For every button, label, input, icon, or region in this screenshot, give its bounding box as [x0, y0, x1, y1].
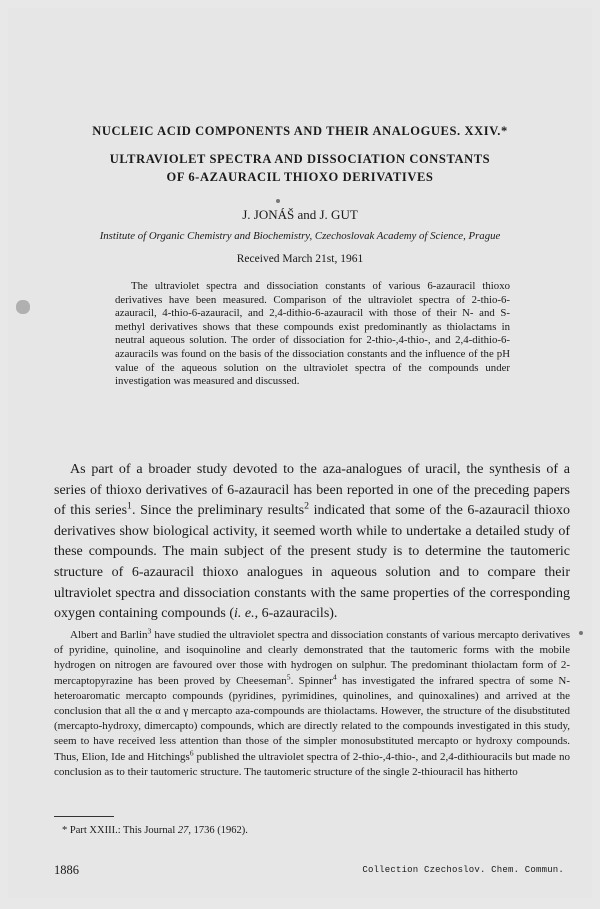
body-text-3: . Spinner — [290, 674, 333, 687]
footnote-divider — [54, 816, 114, 817]
intro-text-4: , 6-azauracils). — [254, 606, 338, 622]
authors: J. JONÁŠ and J. GUT — [242, 207, 358, 222]
body-text-1: Albert and Barlin — [70, 629, 148, 641]
article-title-line1: NUCLEIC ACID COMPONENTS AND THEIR ANALOGUES. XXIV.* — [92, 124, 508, 138]
article-subtitle — [0, 150, 600, 186]
footnote-text-1: * Part XXIII.: This Journal — [62, 825, 178, 836]
stain-mark — [16, 300, 30, 314]
citation-ref: 2 — [304, 500, 309, 512]
article-subtitle-line1: ULTRAVIOLET SPECTRA AND DISSOCIATION CONSTANTS — [109, 152, 491, 166]
citation-ref: 5 — [286, 671, 291, 681]
body-text-2: have studied the ultraviolet spectra and dissociation constants of various mercapto derivatives of pyridine, quinoline, and isoquinoline and clearly demonstrated that the tautomeric forms with the mobile hydrogen on nitrogen are favoured over those with hydrogen on sulphur. The predominant thiolactam form of 2-mercaptopyrazine has been proved by Cheeseman — [54, 629, 570, 687]
page-number: 1886 — [54, 863, 79, 877]
dot-mark — [579, 631, 583, 635]
abstract: The ultraviolet spectra and dissociation constants of various 6-azauracil thioxo derivatives have been measured. Comparison of the ultraviolet spectra of 2-thio-6-azauracil, 4-thio-6-azauracil, and 2,4-dithio-6-azauracil with those of their N- and S-methyl derivatives shows that these compounds exist predominantly as thiolactams in neutral aqueous solution. The order of dissociation for 2-thio-,4-thio-, and 2,4-dithio-6-azauracils was found on the basis of the dissociation constants and the influence of the pH value of the aqueous solution on the ultraviolet spectra of the compounds under investigation was measured and discussed. — [115, 280, 510, 388]
citation-ref: 4 — [332, 671, 337, 681]
article-subtitle-line2: OF 6-AZAURACIL THIOXO DERIVATIVES — [166, 170, 434, 184]
intro-text-1: As part of a broader study devoted to the aza-analogues of uracil, the synthesis of a series of thioxo derivatives of 6-azauracil has been reported in one of the preceding papers of this series — [54, 462, 570, 519]
intro-text-2: . Since the preliminary results — [131, 503, 305, 519]
dot-mark — [276, 199, 280, 203]
intro-text-3: indicated that some of the 6-azauracil thioxo derivatives show biological activity, it seemed worth while to undertake a detailed study of these compounds. The main subject of the present study is to determine the tautomeric structure of 6-azauracil thioxo analogues in aqueous solution and to compare their ultraviolet spectra and dissociation constants with the same properties of the corresponding oxygen containing compounds ( — [54, 503, 571, 622]
affiliation: Institute of Organic Chemistry and Biochemistry, Czechoslovak Academy of Science, Prague — [99, 230, 501, 242]
received-date: Received March 21st, 1961 — [236, 253, 364, 265]
footnote — [62, 825, 248, 836]
introduction-paragraph — [54, 460, 570, 625]
citation-ref: 6 — [189, 747, 194, 757]
footnote-volume: 27, — [177, 825, 191, 836]
intro-ie: i. e. — [234, 606, 255, 622]
body-text-5: published the ultraviolet spectra of 2-thio-,4-thio-, and 2,4-dithiouracils but made no conclusion as to their tautomeric structure. The tautomeric structure of the single 2-thiouracil has hitherto — [54, 750, 570, 778]
journal-name: Collection Czechoslov. Chem. Commun. — [362, 865, 564, 875]
footnote-text-2: 1736 (1962). — [191, 825, 248, 836]
body-paragraph — [54, 628, 570, 780]
citation-ref: 3 — [147, 626, 152, 636]
body-text-4: has investigated the infrared spectra of some N-heteroaromatic mercapto compounds (pyridines, pyrimidines, quinolines, and quinoxalines) and arrived at the conclusion that all the α and γ mercapto aza-compounds are thiolactams. However, the structure of the disubstituted (mercapto-hydroxy, dimercapto) compounds, which are directly related to the compounds investigated in this study, seem to have received less attention than those of the simpler monosubstituted mercapto or hydroxy compounds. Thus, Elion, Ide and Hitchings — [54, 674, 570, 763]
citation-ref: 1 — [127, 500, 132, 512]
